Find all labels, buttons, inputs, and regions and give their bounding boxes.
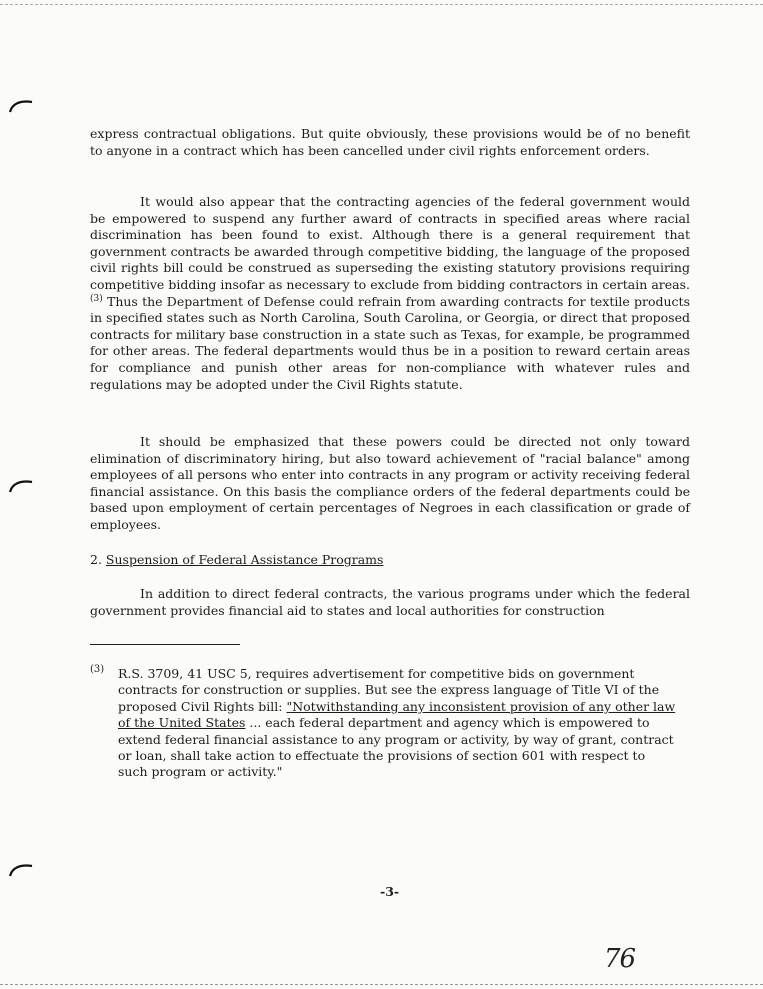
paragraph-1: express contractual obligations. But quite obviously, these provisions would be of no benefit to anyone in a contract which has been cancelled under civil rights enforcement orders.: [90, 126, 690, 158]
section-heading: [90, 552, 383, 569]
paragraph-2-text-b: Thus the Department of Defense could refrain from awarding contracts for textile products in specified states such as North Carolina, South Carolina, or Georgia, or direct that proposed contracts for military base construction in a state such as Texas, for example, be programmed for other areas. The federal departments would thus be in a position to reward certain areas for compliance and punish other areas for non-compliance with whatever rules and regulations may be adopted under the Civil Rights statute.: [90, 293, 690, 392]
footnote-divider: [90, 644, 240, 645]
paragraph-3: It should be emphasized that these powers could be directed not only toward elimination of discriminatory hiring, but also toward achievement of "racial balance" among employees of all persons who enter into contracts in any program or activity receiving federal financial assistance. On this basis the compliance orders of the federal departments could be based upon employment of certain percentages of Negroes in each classification or grade of employees.: [90, 434, 690, 532]
paragraph-2-text-a: It would also appear that the contracting agencies of the federal government would be empowered to suspend any further award of contracts in specified areas where racial discrimination has been found to exist. Although there is a general requirement that government contracts be awarded through competitive bidding, the language of the proposed civil rights bill could be construed as superseding the existing statutory provisions requiring competitive bidding insofar as necessary to exclude from bidding contractors in certain areas.: [90, 194, 690, 292]
footnote-text-a: R.S. 3709, 41 USC 5, requires advertisement for competitive bids on government contracts for construction or supplies. But see the express language of Title VI of the proposed Civil Rights bill:: [118, 666, 660, 714]
footnote-text-b: ... each federal department and agency which is empowered to extend federal financial assistance to any program or activity, by way of grant, contract or loan, shall take action to effectuate the provisions of section 601 with respect to such program or activity.": [118, 715, 674, 780]
paragraph-4: In addition to direct federal contracts, the various programs under which the federal government provides financial aid to states and local authorities for construction: [90, 586, 690, 618]
footnote-mark: (3): [90, 664, 105, 675]
handwritten-page-number: 76: [604, 944, 636, 974]
footnote-quote-underlined: "Notwithstanding any inconsistent provision of any other law of the United States: [118, 698, 676, 731]
section-number: 2.: [90, 552, 102, 567]
bottom-edge-line: [0, 984, 763, 985]
footnote-text: [118, 666, 678, 781]
page-number: -3-: [380, 884, 400, 899]
binding-hole-mark: [8, 862, 34, 878]
paragraph-2: [90, 194, 690, 393]
top-edge-line: [0, 4, 763, 5]
binding-hole-mark: [8, 478, 34, 494]
binding-hole-mark: [8, 98, 34, 114]
footnote-reference: (3): [90, 293, 103, 304]
section-title: Suspension of Federal Assistance Programs: [105, 552, 384, 567]
